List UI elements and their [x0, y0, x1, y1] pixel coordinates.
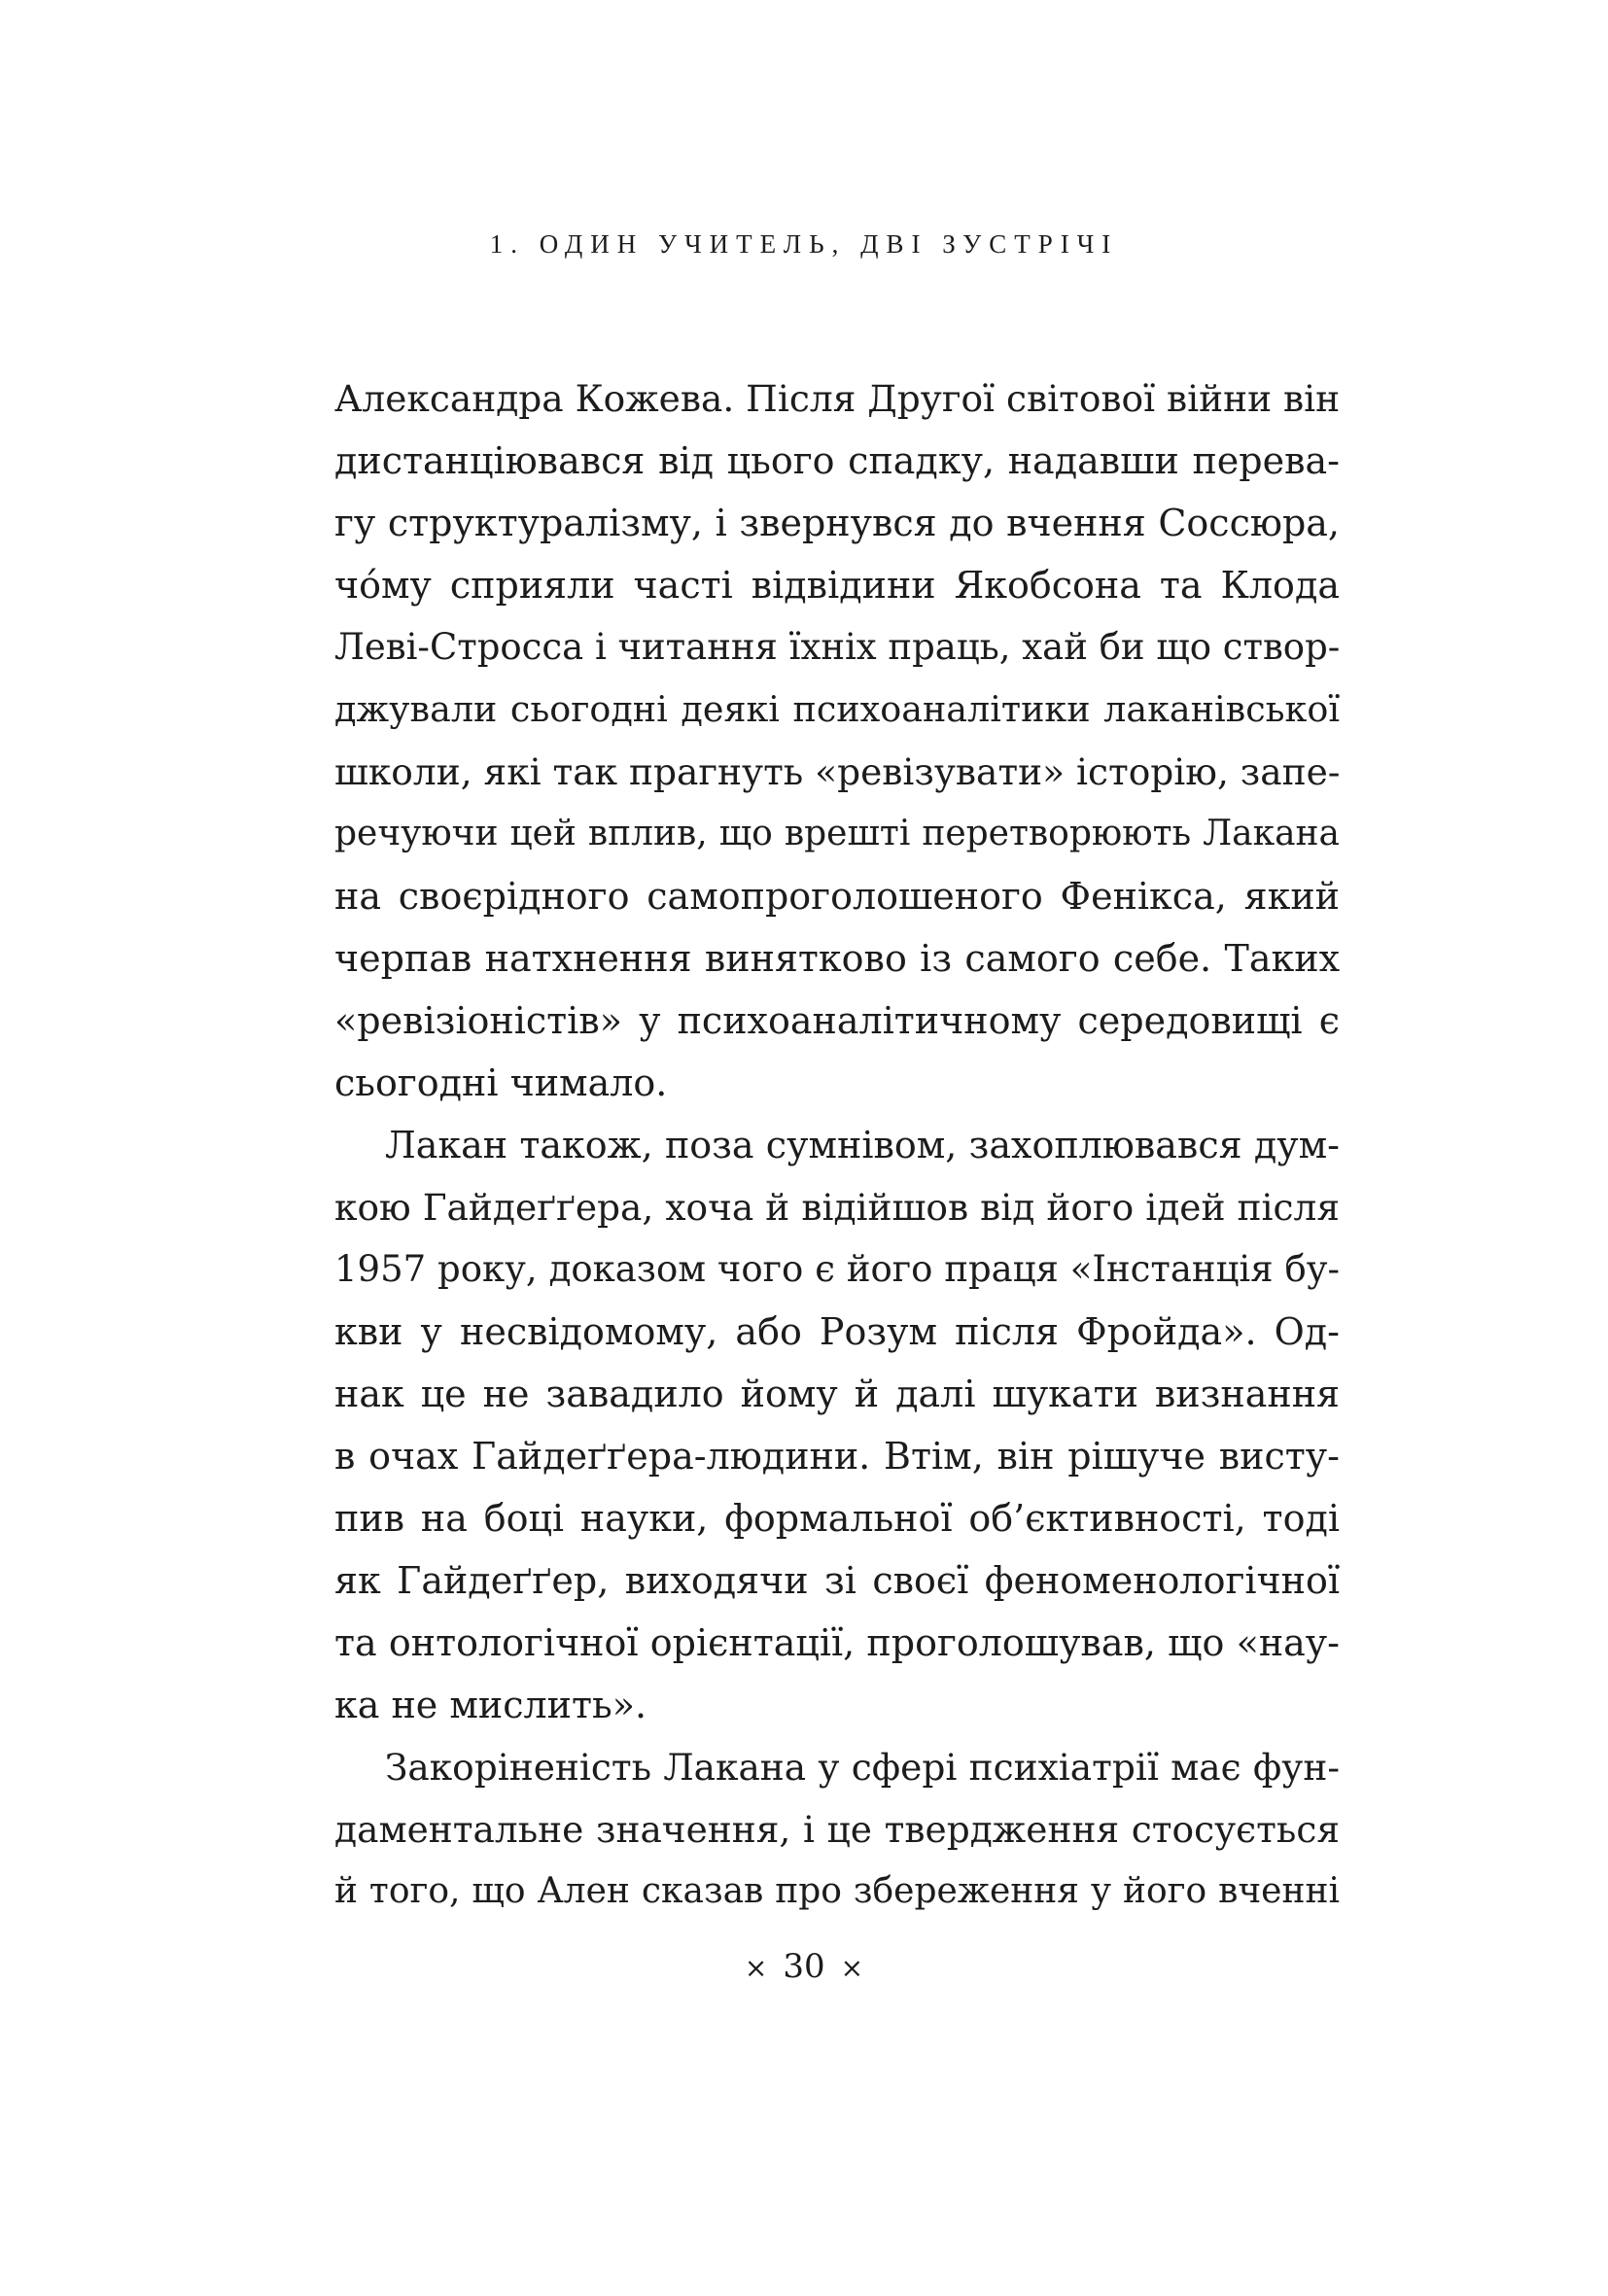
- page-number-value: 30: [783, 1947, 825, 1986]
- text-line: в очах Гайдеґґера-людини. Втім, він рішуче висту-: [334, 1435, 1340, 1478]
- text-line: даментальне значення, і це твердження стосується: [334, 1808, 1340, 1851]
- text-line: й того, що Ален сказав про збереження у його вченні: [334, 1871, 1340, 1911]
- text-line: 1957 року, доказом чого є його праця «Інстанція бу-: [334, 1248, 1340, 1290]
- text-line: сьогодні чимало.: [334, 1061, 668, 1104]
- text-line: Александра Кожева. Після Другої світової війни він: [334, 377, 1341, 420]
- text-line: чо́му сприяли часті відвідини Якобсона та Клода: [334, 564, 1340, 607]
- text-line: черпав натхнення винятково із самого себе. Таких: [334, 937, 1340, 980]
- text-line: гу структуралізму, і звернувся до вчення Соссюра,: [334, 502, 1340, 544]
- text-line: дистанціювався від цього спадку, надавши перева-: [334, 439, 1340, 482]
- ornament-right: ×: [840, 1952, 864, 1984]
- text-line: Закоріненість Лакана у сфері психіатрії має фун-: [385, 1746, 1340, 1789]
- text-line: кою Гайдеґґера, хоча й відійшов від його ідей після: [334, 1186, 1340, 1229]
- running-header: 1. ОДИН УЧИТЕЛЬ, ДВІ ЗУСТРІЧІ: [489, 229, 1119, 259]
- text-line: на своєрідного самопроголошеного Фенікса, який: [334, 875, 1340, 918]
- text-line: ка не мислить».: [334, 1684, 647, 1726]
- text-line: Леві-Стросса і читання їхніх праць, хай би що створ-: [334, 626, 1341, 668]
- text-line: пив на боці науки, формальної об’єктивності, тоді: [334, 1497, 1340, 1540]
- body-text: [334, 367, 1340, 1923]
- text-line: джували сьогодні деякі психоаналітики лаканівської: [334, 688, 1340, 730]
- text-line: Лакан також, поза сумнівом, захоплювався дум-: [385, 1124, 1340, 1166]
- text-line: «ревізіоністів» у психоаналітичному середовищі є: [334, 999, 1340, 1042]
- text-line: як Гайдеґґер, виходячи зі своєї феноменологічної: [334, 1559, 1340, 1602]
- page-number: [0, 1947, 1608, 1986]
- text-line: нак це не завадило йому й далі шукати визнання: [334, 1373, 1340, 1415]
- text-line: школи, які так прагнуть «ревізувати» історію, запе-: [334, 750, 1341, 793]
- text-line: кви у несвідомому, або Розум після Фройда». Од-: [334, 1310, 1340, 1353]
- text-line: та онтологічної орієнтації, проголошував, що «нау-: [334, 1621, 1340, 1664]
- text-line: речуючи цей вплив, що врешті перетворюють Лакана: [334, 814, 1340, 853]
- ornament-left: ×: [744, 1952, 768, 1984]
